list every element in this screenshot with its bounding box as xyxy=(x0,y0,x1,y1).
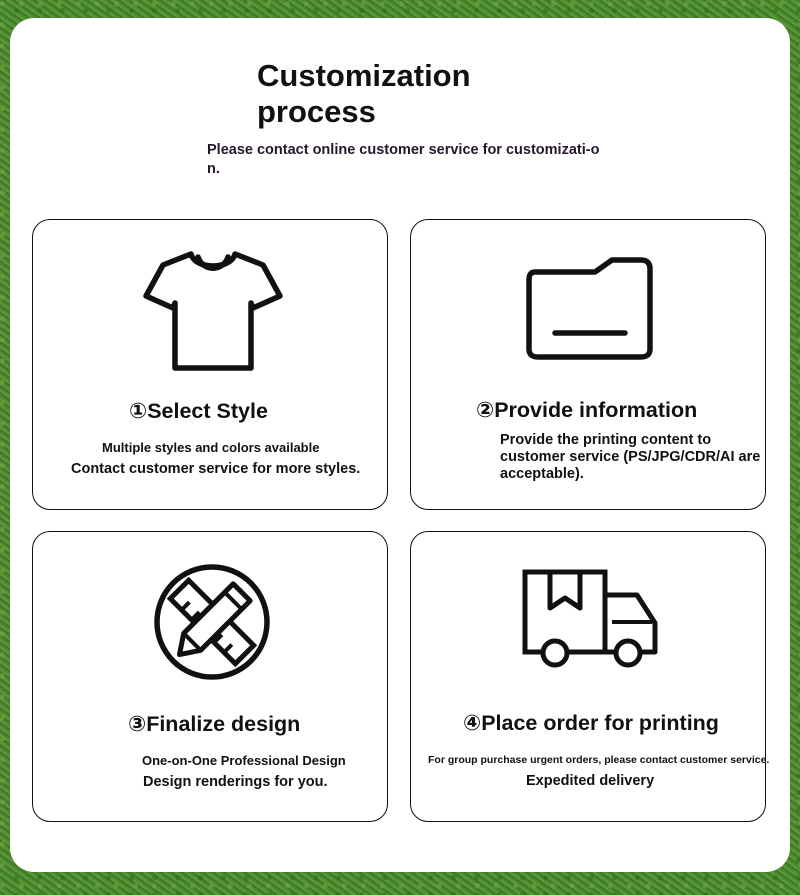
step-2-line-1: Provide the printing content to customer service (PS/JPG/CDR/AI are acceptable). xyxy=(500,432,761,482)
step-1-line-1: Multiple styles and colors available xyxy=(102,440,320,455)
step-1-title: ①Select Style xyxy=(129,399,268,423)
step-card-place-order xyxy=(410,531,770,822)
step-card-provide-information xyxy=(410,219,766,510)
step-card-finalize-design xyxy=(32,531,388,822)
folder-icon xyxy=(525,256,655,361)
page-title: Customization process xyxy=(257,58,471,129)
step-card-select-style xyxy=(32,219,388,510)
step-4-title: ④Place order for printing xyxy=(463,711,719,735)
step-3-title: ③Finalize design xyxy=(128,712,301,736)
step-3-line-2: Design renderings for you. xyxy=(143,774,328,790)
step-4-line-1: For group purchase urgent orders, please contact customer service. xyxy=(428,754,770,766)
step-2-title: ②Provide information xyxy=(476,398,698,422)
step-3-line-1: One-on-One Professional Design xyxy=(142,753,346,768)
step-4-line-2: Expedited delivery xyxy=(526,773,655,789)
t-shirt-icon xyxy=(143,250,283,372)
delivery-truck-icon xyxy=(522,568,660,672)
step-1-line-2: Contact customer service for more styles. xyxy=(71,461,361,477)
page-subtitle: Please contact online customer service for customizati-on. xyxy=(207,142,600,177)
ruler-pencil-icon xyxy=(152,562,272,682)
